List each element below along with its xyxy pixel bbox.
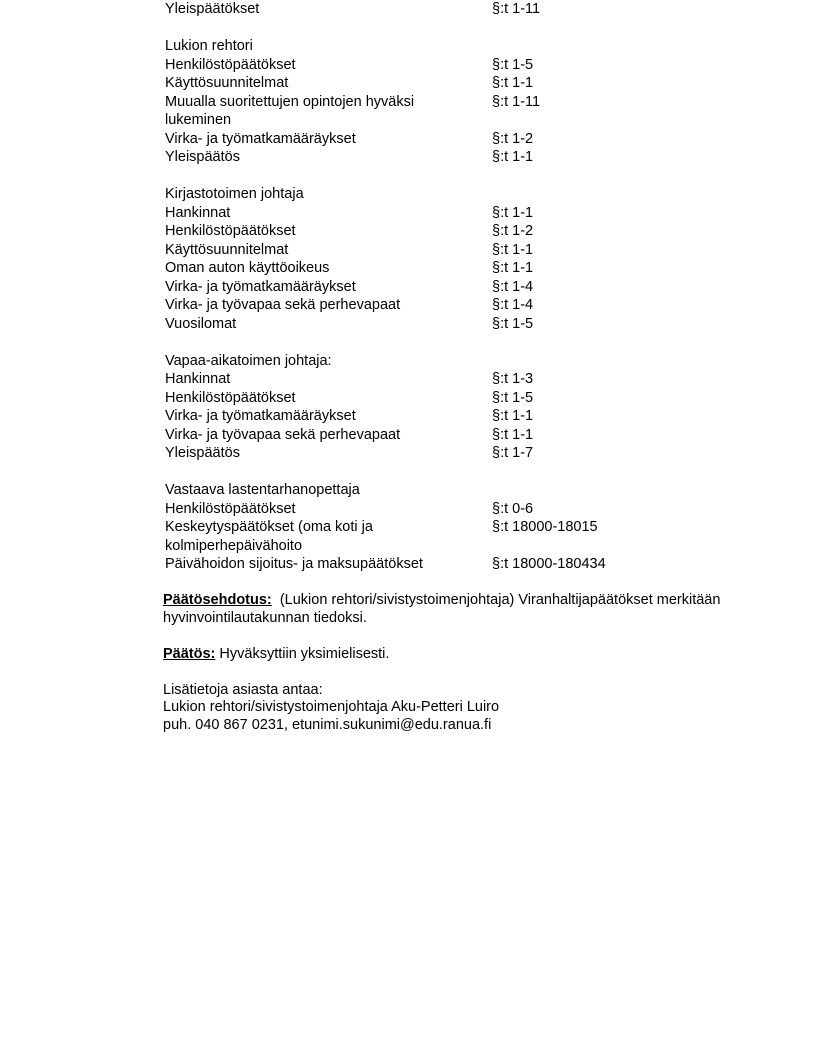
item-label: Henkilöstöpäätökset xyxy=(165,389,296,406)
item-label: Virka- ja työvapaa sekä perhevapaat xyxy=(165,297,401,313)
list-item xyxy=(165,426,765,445)
item-label: Virka- ja työmatkamääräykset xyxy=(165,278,356,295)
item-ref: §:t 1-1 xyxy=(492,75,534,91)
item-ref: §:t 1-2 xyxy=(492,223,534,239)
item-ref: §:t 1-11 xyxy=(492,1,541,17)
item-label: Päivähoidon sijoitus- ja maksupäätökset xyxy=(165,556,423,572)
item-label: Yleispäätös xyxy=(165,149,240,165)
list-item xyxy=(165,0,765,19)
item-label: Muualla suoritettujen opintojen hyväksi lukeminen xyxy=(165,93,415,128)
list-item xyxy=(165,204,765,223)
item-label: Henkilöstöpäätökset xyxy=(165,500,296,517)
item-ref: §:t 1-1 xyxy=(492,408,534,424)
item-label: Virka- ja työvapaa sekä perhevapaat xyxy=(165,426,401,443)
item-label: Oman auton käyttöoikeus xyxy=(165,260,330,276)
list-item xyxy=(165,241,765,260)
decision-text: Hyväksyttiin yksimielisesti. xyxy=(219,645,390,662)
list-item xyxy=(165,555,765,574)
section-heading xyxy=(165,481,765,500)
list-item xyxy=(165,56,765,75)
section-heading-text: Vapaa-aikatoimen johtaja: xyxy=(165,352,332,369)
item-label: Henkilöstöpäätökset xyxy=(165,223,296,239)
section-heading xyxy=(165,37,765,56)
contact-person: Lukion rehtori/sivistystoimenjohtaja Aku-Petteri Luiro xyxy=(163,699,500,715)
list-item xyxy=(165,518,765,555)
list-item xyxy=(165,93,765,130)
item-ref: §:t 1-5 xyxy=(492,315,534,332)
item-ref: §:t 1-1 xyxy=(492,149,534,165)
list-item xyxy=(165,370,765,389)
item-ref: §:t 1-7 xyxy=(492,445,534,461)
list-item xyxy=(165,407,765,426)
item-label: Hankinnat xyxy=(165,204,231,221)
item-label: Henkilöstöpäätökset xyxy=(165,56,296,73)
contact-intro: Lisätietoja asiasta antaa: xyxy=(163,681,323,698)
item-ref: §:t 18000-180434 xyxy=(492,556,606,572)
proposal-label: Päätösehdotus: xyxy=(163,592,272,608)
item-ref: §:t 1-1 xyxy=(492,204,534,221)
decision-label: Päätös: xyxy=(163,645,216,662)
section-heading xyxy=(165,185,765,204)
list-item xyxy=(165,444,765,463)
contact-details: puh. 040 867 0231, etunimi.sukunimi@edu.ranua.fi xyxy=(163,716,492,733)
item-ref: §:t 1-5 xyxy=(492,389,534,406)
decision-proposal xyxy=(163,592,723,627)
item-label: Yleispäätökset xyxy=(165,1,260,17)
item-ref: §:t 1-5 xyxy=(492,56,534,73)
list-item xyxy=(165,315,765,334)
item-label: Virka- ja työmatkamääräykset xyxy=(165,408,356,424)
item-label: Keskeytyspäätökset (oma koti ja kolmiperhepäivähoito xyxy=(165,519,373,554)
contact-info xyxy=(163,682,723,735)
item-label: Virka- ja työmatkamääräykset xyxy=(165,130,356,147)
list-item xyxy=(165,500,765,519)
list-item xyxy=(165,259,765,278)
item-label: Käyttösuunnitelmat xyxy=(165,241,289,258)
item-ref: §:t 1-2 xyxy=(492,130,534,147)
item-ref: §:t 1-4 xyxy=(492,278,534,295)
decision xyxy=(163,646,723,664)
item-ref: §:t 0-6 xyxy=(492,500,534,517)
item-ref: §:t 1-11 xyxy=(492,93,541,110)
item-ref: §:t 1-1 xyxy=(492,260,534,276)
list-item xyxy=(165,130,765,149)
item-label: Hankinnat xyxy=(165,371,231,387)
item-ref: §:t 1-3 xyxy=(492,371,534,387)
proposal-text: (Lukion rehtori/sivistystoimenjohtaja) Viranhaltijapäätökset merkitään hyvinvointilautakunnan tiedoksi. xyxy=(163,592,721,626)
item-ref: §:t 1-1 xyxy=(492,426,534,443)
list-item xyxy=(165,148,765,167)
section-heading xyxy=(165,352,765,371)
list-item xyxy=(165,74,765,93)
list-item xyxy=(165,389,765,408)
section-heading-text: Vastaava lastentarhanopettaja xyxy=(165,482,360,498)
list-item xyxy=(165,278,765,297)
item-label: Käyttösuunnitelmat xyxy=(165,75,289,91)
item-ref: §:t 1-1 xyxy=(492,241,534,258)
section-heading-text: Lukion rehtori xyxy=(165,38,253,54)
item-ref: §:t 18000-18015 xyxy=(492,519,598,535)
item-label: Vuosilomat xyxy=(165,315,237,332)
section-heading-text: Kirjastotoimen johtaja xyxy=(165,186,304,202)
list-item xyxy=(165,296,765,315)
list-item xyxy=(165,222,765,241)
item-ref: §:t 1-4 xyxy=(492,297,534,313)
item-label: Yleispäätös xyxy=(165,445,240,461)
document-body xyxy=(165,0,765,734)
